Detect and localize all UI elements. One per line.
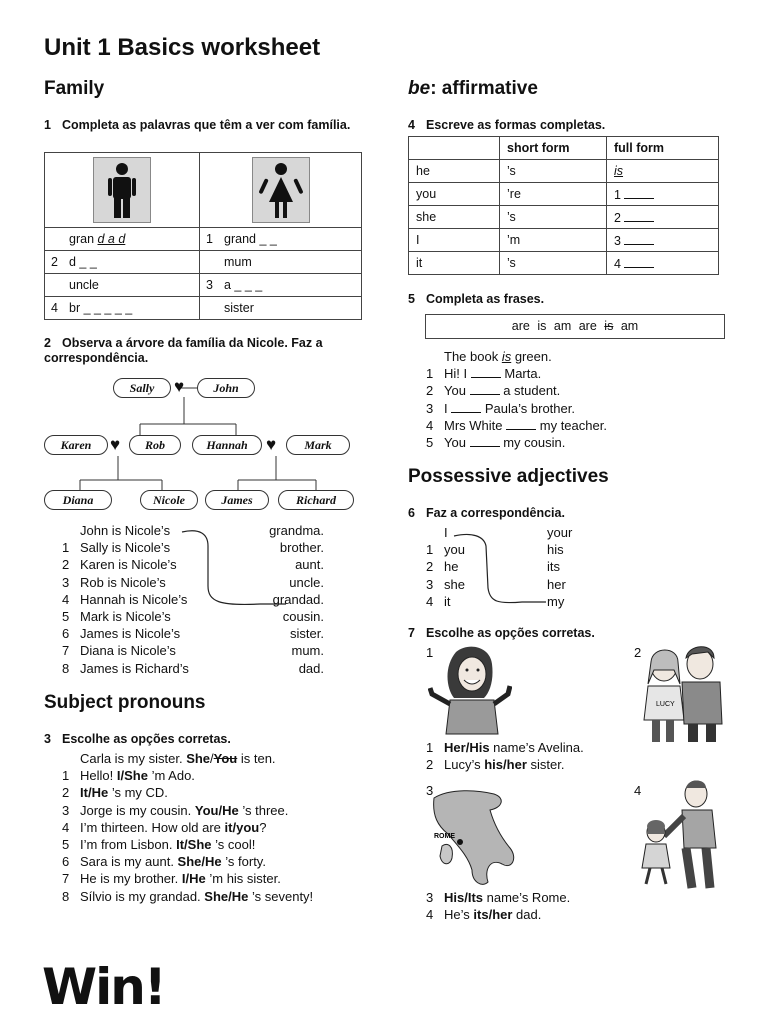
list-item: 3 His/Its name’s Rome. bbox=[426, 890, 571, 905]
heart-icon: ♥ bbox=[174, 377, 185, 396]
family-cell: sister bbox=[200, 297, 362, 320]
list-item: 4 He’s its/her dad. bbox=[426, 907, 542, 923]
heart-icon: ♥ bbox=[266, 435, 277, 454]
answer-blank[interactable] bbox=[506, 417, 536, 430]
family-cell: gran d a d bbox=[45, 228, 200, 251]
list-item: 4 I’m thirteen. How old are it/you? bbox=[62, 819, 267, 835]
table-cell: ’re bbox=[500, 183, 607, 206]
question-4: 4 Escreve as formas completas. bbox=[408, 118, 606, 132]
list-item: 1 you his bbox=[426, 542, 564, 558]
table-cell: he bbox=[409, 160, 500, 183]
list-item: 8 Sílvio is my grandad. She/He ’s seventy! bbox=[62, 888, 314, 904]
answer-blank[interactable] bbox=[451, 400, 481, 413]
picture-number: 3 bbox=[426, 783, 434, 798]
be-affirmative-heading: be: affirmative bbox=[408, 78, 538, 99]
possessive-adjectives-heading: Possessive adjectives bbox=[408, 466, 609, 487]
list-item: 2 Lucy’s his/her sister. bbox=[426, 757, 565, 773]
list-item: 2 It/He ’s my CD. bbox=[62, 785, 168, 801]
girl-illustration bbox=[428, 644, 512, 736]
list-item: 5 Mark is Nicole’s cousin. bbox=[62, 608, 324, 624]
female-icon bbox=[252, 157, 310, 223]
table-cell: ’m bbox=[500, 229, 607, 252]
table-cell: 4 bbox=[607, 252, 719, 275]
tree-node-john: John bbox=[197, 378, 255, 398]
list-item: John is Nicole’s grandma. bbox=[80, 523, 324, 538]
table-row bbox=[409, 206, 719, 229]
table-row bbox=[409, 183, 719, 206]
question-7: 7 Escolhe as opções corretas. bbox=[408, 626, 595, 640]
list-item: 6 Sara is my aunt. She/He ’s forty. bbox=[62, 854, 266, 870]
map-label: ROME bbox=[434, 833, 455, 840]
table-cell: you bbox=[409, 183, 500, 206]
male-icon-cell bbox=[45, 153, 200, 228]
answer-blank[interactable] bbox=[470, 434, 500, 447]
question-5: 5 Completa as frases. bbox=[408, 292, 545, 306]
table-cell: is bbox=[607, 160, 719, 183]
list-item: 7 Diana is Nicole’s mum. bbox=[62, 643, 324, 659]
italy-map-illustration bbox=[428, 786, 520, 890]
list-item: 4 it my bbox=[426, 593, 565, 609]
tree-node-hannah: Hannah bbox=[192, 435, 262, 455]
girl-and-boy-illustration bbox=[634, 640, 726, 744]
question-1: 1 Completa as palavras que têm a ver com família. bbox=[44, 118, 351, 132]
question-3: 3 Escolhe as opções corretas. bbox=[44, 732, 231, 746]
list-item: 8 James is Richard’s dad. bbox=[62, 660, 324, 676]
answer-blank[interactable] bbox=[624, 209, 654, 222]
family-heading: Family bbox=[44, 78, 105, 99]
table-cell: she bbox=[409, 206, 500, 229]
list-item: The book is green. bbox=[444, 349, 552, 364]
table-cell: ’s bbox=[500, 252, 607, 275]
table-row bbox=[409, 229, 719, 252]
family-cell: uncle bbox=[45, 274, 200, 297]
question-6: 6 Faz a correspondência. bbox=[408, 506, 565, 520]
list-item: 5 You my cousin. bbox=[426, 435, 566, 451]
family-cell: 2 d _ _ bbox=[45, 251, 200, 274]
list-item: 1 Hi! I Marta. bbox=[426, 366, 542, 382]
list-item: 1 Hello! I/She ’m Ado. bbox=[62, 768, 195, 784]
table-header: full form bbox=[607, 137, 719, 160]
list-item: 1 Her/His name’s Avelina. bbox=[426, 740, 584, 755]
dad-and-daughter-illustration bbox=[634, 776, 726, 892]
list-item: Carla is my sister. She/You is ten. bbox=[80, 751, 276, 766]
list-item: 2 he its bbox=[426, 559, 560, 575]
table-cell: it bbox=[409, 252, 500, 275]
list-item: 5 I’m from Lisbon. It/She ’s cool! bbox=[62, 837, 256, 853]
picture-number: 4 bbox=[634, 783, 642, 798]
tree-node-james: James bbox=[205, 490, 269, 510]
answer-blank[interactable] bbox=[470, 382, 500, 395]
table-cell: 2 bbox=[607, 206, 719, 229]
question-2: 2 Observa a árvore da família da Nicole. Faz a correspondência. bbox=[44, 336, 323, 365]
be-sentences bbox=[426, 348, 726, 451]
answer-blank[interactable] bbox=[624, 232, 654, 245]
family-cell: 3 a _ _ _ bbox=[200, 274, 362, 297]
be-table bbox=[408, 136, 719, 275]
list-item: 7 He is my brother. I/He ’m his sister. bbox=[62, 871, 281, 887]
list-item: 4 Mrs White my teacher. bbox=[426, 417, 607, 433]
table-row bbox=[409, 160, 719, 183]
tree-node-sally: Sally bbox=[113, 378, 171, 398]
family-cell: mum bbox=[200, 251, 362, 274]
table-cell: I bbox=[409, 229, 500, 252]
heart-icon: ♥ bbox=[110, 435, 121, 454]
list-item: 6 James is Nicole’s sister. bbox=[62, 626, 324, 642]
shirt-label: LUCY bbox=[656, 701, 675, 708]
list-item: 4 Hannah is Nicole’s grandad. bbox=[62, 591, 324, 607]
page-title: Unit 1 Basics worksheet bbox=[44, 34, 321, 61]
list-item: 2 You a student. bbox=[426, 383, 561, 399]
male-icon bbox=[93, 157, 151, 223]
answer-blank[interactable] bbox=[624, 255, 654, 268]
table-cell: ’s bbox=[500, 160, 607, 183]
matching-line-example bbox=[452, 528, 552, 608]
tree-node-karen: Karen bbox=[44, 435, 108, 455]
table-header: short form bbox=[500, 137, 607, 160]
tree-node-rob: Rob bbox=[129, 435, 181, 455]
picture-number: 2 bbox=[634, 645, 642, 660]
family-table bbox=[44, 152, 362, 320]
subject-pronoun-list bbox=[62, 750, 362, 905]
family-cell: 1 grand _ _ bbox=[200, 228, 362, 251]
table-header bbox=[409, 137, 500, 160]
tree-node-mark: Mark bbox=[286, 435, 350, 455]
tree-node-diana: Diana bbox=[44, 490, 112, 510]
list-item: 3 Jorge is my cousin. You/He ’s three. bbox=[62, 802, 289, 818]
list-item: 3 I Paula’s brother. bbox=[426, 400, 575, 416]
list-item: 3 she her bbox=[426, 576, 566, 592]
family-cell: 4 br _ _ _ _ _ bbox=[45, 297, 200, 320]
tree-node-richard: Richard bbox=[278, 490, 354, 510]
table-cell: 1 bbox=[607, 183, 719, 206]
list-item: 3 Rob is Nicole’s uncle. bbox=[62, 574, 324, 590]
table-cell: ’s bbox=[500, 206, 607, 229]
female-icon-cell bbox=[200, 153, 362, 228]
answer-blank[interactable] bbox=[624, 186, 654, 199]
answer-blank[interactable] bbox=[471, 365, 501, 378]
word-choices-box: are is am are is am bbox=[425, 314, 725, 339]
tree-node-nicole: Nicole bbox=[140, 490, 198, 510]
win-logo: Win! bbox=[42, 958, 165, 1016]
table-cell: 3 bbox=[607, 229, 719, 252]
possessive-options-3-4 bbox=[426, 889, 726, 923]
list-item: I your bbox=[444, 525, 573, 540]
picture-number: 1 bbox=[426, 645, 434, 660]
matching-line-example bbox=[180, 526, 290, 611]
subject-pronouns-heading: Subject pronouns bbox=[44, 692, 206, 713]
list-item: 2 Karen is Nicole’s aunt. bbox=[62, 557, 324, 573]
table-row bbox=[409, 252, 719, 275]
possessive-options-1-2 bbox=[426, 739, 726, 773]
list-item: 1 Sally is Nicole’s brother. bbox=[62, 540, 324, 556]
